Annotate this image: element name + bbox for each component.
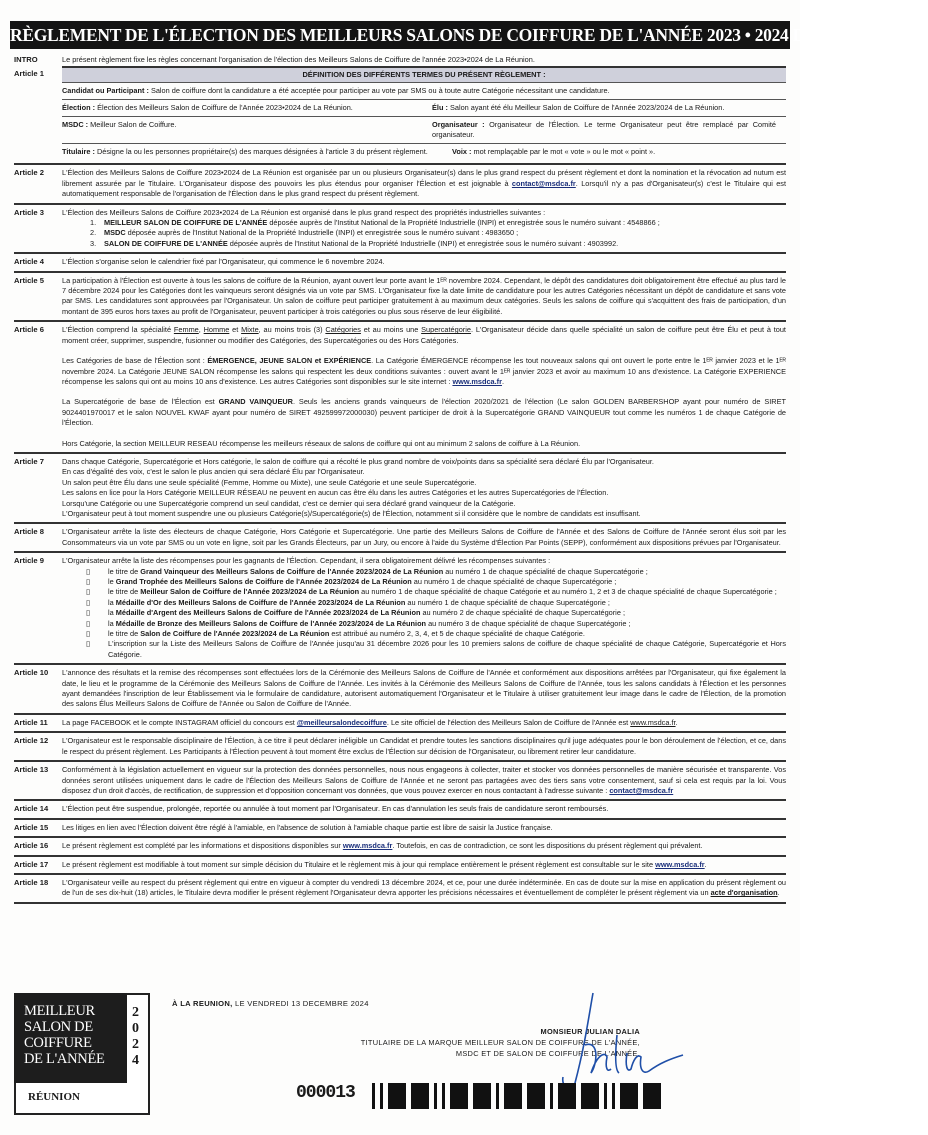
article-label: Article 6 (14, 325, 44, 335)
list-item-text (108, 567, 648, 577)
text-segment: Médaille d'Or des Meilleurs Salons de Coiffure de l'Année 2023/2024 de La Réunion (115, 597, 406, 607)
definition-text: Élection des Meilleurs Salon de Coiffure de l'Année 2023•2024 de La Réunion. (95, 103, 353, 113)
article-row (14, 875, 786, 904)
text-segment: le titre de (108, 587, 141, 597)
article-label: Article 8 (14, 527, 44, 537)
paragraph (62, 527, 786, 548)
text-segment: au numéro 1 de chaque spécialité de chaque Supercatégorie ; (443, 566, 648, 576)
definition (62, 120, 422, 140)
barcode (372, 1083, 666, 1109)
date: LE VENDREDI 13 DECEMBRE 2024 (232, 999, 369, 1008)
text-segment: L'Élection peut être suspendue, prolongée, reportée ou annulée à tout moment par l'Organisateur. En cas d'annulation les seuls frais de candidature seront remboursés. (62, 804, 609, 814)
article-label: Article 17 (14, 859, 49, 869)
list-number: 2. (90, 228, 97, 238)
article-label: Article 9 (14, 556, 44, 566)
article-text (62, 765, 786, 796)
list-item-text (104, 228, 518, 238)
list-item-text (108, 608, 625, 618)
definition-term: Élection : (62, 103, 96, 113)
article-label: Article 13 (14, 765, 49, 775)
article-label: Article 15 (14, 822, 49, 832)
list-item (62, 639, 786, 660)
list-item-text (104, 239, 618, 249)
article-label: Article 7 (14, 456, 44, 466)
definition-row (62, 143, 786, 160)
text-segment: est attribué au numéro 2, 3, 4, et 5 de chaque spécialité de chaque Catégorie. (329, 629, 585, 639)
article-label: Article 11 (14, 717, 48, 727)
barcode-bar (620, 1083, 638, 1109)
text-segment: Grand Trophée des Meilleurs Salons de Coiffure de l'Année 2023/2024 de La Réunion (115, 577, 412, 586)
text-segment: L'Organisateur peut à tout moment suspendre une ou plusieurs Catégorie(s)/Supercatégorie(s) de l'Élection, notamment si il considère que le nombre de candidats est insuffisant. (62, 508, 641, 518)
article-row (14, 838, 786, 856)
text-segment: MEILLEUR SALON DE COIFFURE DE L'ANNÉE (104, 218, 268, 228)
text-segment: L'Élection s'organise selon le calendrier fixé par l'Organisateur, qui commence le 6 novembre 2024. (62, 257, 385, 267)
list-item (62, 239, 786, 249)
paragraph (62, 168, 786, 199)
text-segment: L'Élection des Meilleurs Salons de Coiffure 2023•2024 de La Réunion est organisée par un ou plusieurs Organisateur(s) dans le plus grand respect du présent règlement et dont la nomination et la révocation ad nutum est librement assurée par le Titulaire. L'Organisateur dispose des pouvoirs les plus étendus pour organiser l'Élection et est joignable à (62, 168, 786, 188)
text-segment: L'Élection comprend la spécialité (62, 325, 174, 335)
articles-list (14, 165, 786, 903)
logo-year-digit: 2 (132, 1037, 139, 1052)
barcode-bar (581, 1083, 599, 1109)
definition (62, 103, 422, 113)
text-segment: La page FACEBOOK et le compte INSTAGRAM officiel du concours est (62, 717, 297, 727)
signatory-role-1: TITULAIRE DE LA MARQUE MEILLEUR SALON DE COIFFURE DE L'ANNÉE, (360, 1038, 640, 1047)
text-segment: . Toutefois, en cas de contradiction, ce sont les dispositions du présent règlement qui prévalent. (392, 841, 703, 851)
text-segment: Lorsqu'une Catégorie ou une Supercatégorie comprend un seul candidat, c'est ce dernier qui sera déclaré grand vainqueur de la Catégorie. (62, 498, 516, 508)
text-segment: Les salons en lice pour la Hors Catégorie MEILLEUR RÉSEAU ne peuvent en aucun cas être élu dans les autres Catégories et les autres Supercatégories de l'Élection. (62, 488, 609, 498)
paragraph (62, 804, 786, 814)
article-label: Article 1 (14, 69, 44, 79)
definitions (62, 66, 786, 160)
barcode-bar (434, 1083, 437, 1109)
paragraph (62, 878, 786, 899)
article-text (62, 736, 786, 757)
article-text (62, 823, 786, 833)
paragraph (62, 860, 786, 870)
place-date (172, 999, 369, 1008)
definition (62, 86, 610, 96)
text-segment: La participation à l'Élection est ouverte à tous les salons de coiffure de la Réunion, ayant ouvert leur porte avant le 1ᴱᴿ novembre 2024. Cependant, le dépôt des candidatures doit obligatoirement être effectué au plus tard le 7 décembre 2024 pour les Catégories dont les vainqueurs seront désignés via un vote par SMS. L'Organisateur fixe la date limite de candidature pour les autres Catégories nécessitant un dépôt de candidature et sans vote par SMS. Les candidatures sont approuvées par l'Organisateur. Un salon de coiffure peut participer gratuitement à au maximum deux catégories. Seuls les salons de coiffure qui s'acquittent des frais de participation, d'un montant de 395 euros hors taxes au profit de l'Organisateur, peuvent participer à trois catégories ou plus sous réserve de leur éligibilité. (62, 275, 786, 316)
article-text (62, 325, 786, 449)
article-label: Article 10 (14, 668, 49, 678)
definition-row (62, 99, 786, 116)
paragraph (62, 841, 786, 851)
paragraph (62, 439, 786, 449)
definition-text: Désigne la ou les personnes propriétaire(s) des marques désignées à l'article 3 du présent règlement. (94, 147, 428, 157)
text-segment: au numéro 1 de chaque spécialité de chaque Supercatégorie ; (405, 597, 610, 607)
article-label: Article 5 (14, 275, 44, 285)
text-segment: déposée auprès de l'Institut National de la Propriété Industrielle (INPI) et enregistrée sous le numéro suivant : 4983650 ; (125, 228, 519, 238)
paragraph (62, 668, 786, 710)
logo-line: SALON DE (24, 1019, 93, 1035)
text-segment: L'annonce des résultats et la remise des récompenses sont effectuées lors de la Cérémonie des Meilleurs Salons de Coiffure de l'Année et conformément aux dispositions arrêtées par l'Organisateur, qui fixe également la date, le lieu et le programme de la Cérémonie des Meilleurs Salons de Coiffure de l'Année. Les invités à la Cérémonie des Meilleurs Salons de Coiffure de l'Année, tous les salons candidats à l'Élection et les personnes ayant demandées l'inscription de leur Établissement via le formulaire de candidature, autorisent automatiquement l'Organisateur et le Titulaire à utiliser gratuitement leur image dans le cadre de l'Élection, de la promotion des salons Élus Meilleurs Salons de Coiffure de l'Année ou Salon de Coiffure de l'Année. (62, 668, 786, 709)
text-segment: Salon de Coiffure de l'Année 2023/2024 de La Réunion (140, 629, 330, 639)
text-segment: et (229, 325, 242, 335)
article-text (62, 457, 786, 519)
text-line (62, 467, 786, 477)
text-line (62, 478, 786, 488)
text-segment: L'Organisateur arrête la liste des électeurs de chaque Catégorie, Hors Catégorie et Supercatégorie. Une partie des Meilleurs Salons de Coiffure de l'Année et des Salons de Coiffure de l'Année seront élus soit par les Consommateurs via un vote par SMS ou un vote en ligne, soit par les Grands Électeurs, par un Jury, ou encore à l'aide du Système d'Élection Par Points (SEPP), conformément aux dispositions prévues par l'Organisateur. (62, 527, 786, 547)
definition-text: Organisateur de l'Élection. Le terme Organisateur peut être remplacé par Comité organisateur. (432, 120, 776, 140)
list-item-text (108, 639, 786, 660)
text-segment: Le présent règlement est complété par les informations et dispositions disponibles sur (62, 841, 343, 851)
serial-number: 000013 (296, 1083, 355, 1103)
barcode-bar (643, 1083, 661, 1109)
text-segment: L'Organisateur veille au respect du présent règlement qui entre en vigueur à compter du vendredi 13 décembre 2024, et ce, pour une durée indéterminée. En cas de doute sur la mise en application du présent règlement ou de l'un de ses dix-huit (18) articles, le Titulaire devra modifier le présent règlement l'Organisateur devra apporter les précisions nécessaires et éventuellement de compléter le présent règlement via un (62, 877, 786, 898)
text-segment: La Supercatégorie de base de l'Élection est (62, 397, 219, 407)
text-segment: acte d'organisation (710, 888, 778, 898)
article-row (14, 273, 786, 323)
text-line (62, 457, 786, 467)
text-segment: la (108, 597, 116, 607)
link[interactable]: @meilleursalondecoiffure (296, 717, 387, 727)
intro-row (14, 52, 786, 66)
signatory-name: MONSIEUR JULIAN DALIA (540, 1027, 640, 1036)
article-row (14, 733, 786, 762)
logo-line: DE L'ANNÉE (24, 1051, 105, 1067)
article-row (14, 665, 786, 715)
rules-table (14, 52, 786, 904)
article-text (62, 718, 786, 728)
text-segment: MSDC (104, 228, 126, 238)
text-segment: GRAND VAINQUEUR (218, 397, 293, 407)
definition-text: Meilleur Salon de Coiffure. (88, 120, 177, 130)
text-segment: L'inscription sur la Liste des Meilleurs Salons de Coiffure de l'Année jusqu'au 31 décembre 2026 pour les 10 premiers salons de coiffure de chaque spécialité de chaque Catégorie, Supercatégorie et Hors Catégorie. (108, 639, 786, 659)
definition-row (62, 116, 786, 143)
barcode-bar (411, 1083, 429, 1109)
list-item (62, 577, 786, 587)
logo-year-digit: 2 (132, 1005, 139, 1020)
brand-logo (14, 993, 150, 1115)
article-text (62, 860, 786, 870)
list-item-text (108, 619, 631, 629)
text-segment: Médaille de Bronze des Meilleurs Salons de Coiffure de l'Année 2023/2024 de La Réunion (115, 618, 427, 628)
text-segment: . (501, 376, 505, 386)
text-segment: le (108, 577, 116, 586)
definitions-header: DÉFINITION DES DIFFÉRENTS TERMES DU PRÉSENT RÈGLEMENT : (62, 66, 786, 82)
barcode-bar (450, 1083, 468, 1109)
list-number: 3. (90, 238, 97, 248)
link[interactable]: contact@msdca.fr (511, 178, 576, 188)
text-segment: SALON DE COIFFURE DE L'ANNÉE (104, 238, 228, 248)
list-number: 1. (90, 218, 97, 228)
barcode-bar (550, 1083, 553, 1109)
text-segment: au numéro 1 de chaque spécialité de chaque Catégorie et au numéro 1, 2 et 3 de chaque spécialité de chaque Supercatégorie ; (359, 587, 777, 597)
text-segment: www.msdca.fr (630, 717, 676, 727)
text-segment: Médaille d'Argent des Meilleurs Salons de Coiffure de l'Année 2023/2024 de La Réunion (115, 608, 421, 618)
paragraph (62, 208, 786, 218)
list-item (62, 587, 786, 597)
text-segment: Le présent règlement est modifiable à tout moment sur simple décision du Titulaire et le règlement mis à jour qui remplace entièrement le présent règlement est consultable sur le site (62, 859, 656, 869)
article-row (14, 801, 786, 819)
paragraph (62, 356, 786, 387)
bullet-icon: ▯ (86, 629, 91, 639)
text-segment: ÉMERGENCE, JEUNE SALON et EXPÉRIENCE (207, 356, 372, 366)
text-segment: au numéro 1 de chaque spécialité de chaque Supercatégorie ; (411, 577, 617, 586)
paragraph (62, 736, 786, 757)
text-segment: . (675, 717, 678, 727)
text-segment: déposée auprès de l'Institut National de la Propriété Industrielle (INPI) et enregistrée sous le numéro suivant : 4903992. (227, 238, 619, 248)
list-item-text (108, 598, 610, 608)
text-segment: Mixte (241, 325, 259, 335)
article-text (62, 527, 786, 548)
list-item (62, 608, 786, 618)
article-text (62, 168, 786, 199)
article-text (62, 841, 786, 851)
text-segment: En cas d'égalité des voix, c'est le salon le plus ancien qui sera déclaré Élu par l'Organisateur. (62, 467, 365, 477)
definition (452, 147, 655, 157)
article-text (62, 208, 786, 250)
barcode-bar (527, 1083, 545, 1109)
article-row (14, 553, 786, 665)
text-segment: , (198, 325, 204, 335)
text-segment: Meilleur Salon de Coiffure de l'Année 2023/2024 de La Réunion (140, 587, 360, 597)
text-segment: L'Élection des Meilleurs Salons de Coiffure 2023•2024 de La Réunion est organisé dans le plus grand respect des propriétés industrielles suivantes : (62, 207, 546, 217)
bullet-icon: ▯ (86, 639, 91, 649)
barcode-bar (558, 1083, 576, 1109)
article-text (62, 257, 786, 267)
barcode-bar (473, 1083, 491, 1109)
definition-term: MSDC : (62, 120, 89, 130)
text-segment: Un salon peut être Élu dans une seule spécialité (Femme, Homme ou Mixte), une seule Catégorie et une seule Supercatégorie. (62, 477, 477, 487)
signature-stroke (563, 993, 683, 1088)
definition-term: Candidat ou Participant : (62, 86, 149, 96)
handwritten-signature (545, 985, 685, 1095)
logo-text (14, 993, 127, 1083)
article-text (62, 668, 786, 710)
definition-text: Salon ayant été élu Meilleur Salon de Coiffure de l'Année 2023/2024 de La Réunion. (447, 103, 725, 113)
logo-line: COIFFURE (24, 1035, 92, 1051)
article-row (14, 820, 786, 838)
definition-row (62, 82, 786, 99)
logo-year-digit: 0 (132, 1021, 139, 1036)
list-item-text (104, 218, 660, 228)
text-segment: Grand Vainqueur des Meilleurs Salons de Coiffure de l'Année 2023/2024 de La Réunion (140, 566, 444, 576)
article-row (14, 165, 786, 204)
barcode-bar (380, 1083, 383, 1109)
article-text (62, 556, 786, 660)
text-segment: . Seuls les anciens grands vainqueurs de l'élection 2020/2021 de l'élection (Le salon GOLDEN BARBERSHOP ayant pour numéro de SIRET 9024401970017 et le salon NOUVEL KWAF ayant pour numéro de SIRET 492599972000030) peuvent participer de droit à la Supercatégorie GRAND VAINQUEUR tout comme les numéros 1 de chaque Catégorie de l'Élection. (62, 397, 786, 428)
text-segment: . Lorsqu'il n'y a pas d'Organisateur(s) c'est le Titulaire qui est automatiquement responsable de l'organisation de l'Élection dans le plus grand respect du présent règlement. (62, 178, 786, 199)
text-segment: le titre de (108, 629, 141, 639)
article-row (14, 454, 786, 524)
text-segment: . (704, 859, 707, 869)
text-segment: Catégories (325, 325, 361, 335)
list-item-text (108, 629, 585, 639)
text-segment: la (108, 608, 116, 618)
paragraph (62, 257, 786, 267)
list-item-text (108, 587, 777, 597)
link[interactable]: contact@msdca.fr (609, 785, 674, 795)
signatory-role-2: MSDC ET DE SALON DE COIFFURE DE L'ANNÉE. (455, 1049, 640, 1058)
list-item (62, 629, 786, 639)
bullet-icon: ▯ (86, 618, 91, 628)
text-segment: au numéro 2 de chaque spécialité de chaque Supercatégorie ; (420, 608, 625, 618)
text-line (62, 509, 786, 519)
intro-label: INTRO (14, 55, 38, 64)
text-segment: le titre de (108, 566, 141, 576)
text-segment: Supercatégorie (421, 325, 471, 335)
bullet-icon: ▯ (86, 577, 91, 586)
barcode-bar (504, 1083, 522, 1109)
article-row (14, 857, 786, 875)
bullet-icon: ▯ (86, 566, 91, 576)
article-label: Article 3 (14, 207, 44, 217)
logo-year-digit: 4 (132, 1053, 139, 1068)
article-label: Article 16 (14, 841, 49, 851)
text-segment: Femme (173, 325, 199, 335)
list-item (62, 598, 786, 608)
definition-text: mot remplaçable par le mot « vote » ou le mot « point ». (471, 147, 656, 157)
barcode-bar (372, 1083, 375, 1109)
text-segment: et au moins une (360, 325, 422, 335)
barcode-bar (496, 1083, 499, 1109)
barcode-bar (604, 1083, 607, 1109)
list-item (62, 228, 786, 238)
definition-term: Organisateur : (432, 120, 485, 130)
barcode-bar (612, 1083, 615, 1109)
definition (432, 120, 776, 140)
bullet-icon: ▯ (86, 597, 91, 607)
definition-term: Titulaire : (62, 147, 95, 157)
list-item-text (108, 577, 616, 587)
text-segment: Hors Catégorie, la section MEILLEUR RESEAU récompense les meilleurs réseaux de salons de coiffure qui ont au minimum 2 salons de coiffure à La Réunion. (62, 438, 581, 448)
link[interactable]: www.msdca.fr (342, 841, 393, 851)
logo-region: RÉUNION (28, 1091, 80, 1103)
place: À LA REUNION, (172, 999, 233, 1008)
article-label: Article 14 (14, 804, 49, 814)
list-item (62, 218, 786, 228)
definition (62, 147, 442, 157)
text-line (62, 488, 786, 498)
paragraph (62, 823, 786, 833)
barcode-bar (442, 1083, 445, 1109)
list-item (62, 619, 786, 629)
text-segment: L'Organisateur est le responsable disciplinaire de l'Élection, à ce titre il peut déclarer inéligible un Candidat et prendre toutes les sanctions disciplinaires qu'il juge adéquates pour le bon déroulement de l'élection, et ce, dans le respect du présent règlement. Les Participants à l'Élection peuvent à tout moment être exclus de l'Élection sur décision de l'Organisateur, ou librement retirer leur candidature. (62, 736, 786, 756)
definition-text: Salon de coiffure dont la candidature a été acceptée pour participer au vote par SMS ou à toute autre Catégorie nécessitant une candidature. (148, 86, 610, 96)
document-title: RÈGLEMENT DE L'ÉLECTION DES MEILLEURS SALONS DE COIFFURE DE L'ANNÉE 2023 • 2024 DE LA RÉUNION (10, 21, 790, 49)
intro-text: Le présent règlement fixe les règles concernant l'organisation de l'élection des Meilleurs Salons de Coiffure de l'année 2023•2024 de La Réunion. (62, 55, 535, 64)
article-text (62, 878, 786, 899)
text-segment: Dans chaque Catégorie, Supercatégorie et Hors catégorie, le salon de coiffure qui a récolté le plus grand nombre de voix/points dans sa spécialité sera déclaré Élu par l'Organisateur. (62, 456, 654, 466)
bullet-icon: ▯ (86, 608, 91, 618)
article-label: Article 18 (14, 877, 49, 887)
article-row (14, 322, 786, 454)
article-label: Article 4 (14, 257, 44, 267)
article-row (14, 205, 786, 255)
text-segment: Les litiges en lien avec l'Élection doivent être réglé à l'amiable, en l'absence de solution à l'amiable chaque partie est libre de saisir la Justice française. (62, 822, 553, 832)
text-segment: au numéro 3 de chaque spécialité de chaque Supercatégorie ; (426, 618, 631, 628)
article-row (14, 762, 786, 801)
article-1-row (14, 66, 786, 165)
article-text (62, 276, 786, 318)
text-segment: . Le site officiel de l'élection des Meilleurs Salon de Coiffure de l'Année est (386, 717, 631, 727)
bullet-icon: ▯ (86, 587, 91, 597)
link[interactable]: www.msdca.fr (655, 859, 705, 869)
paragraph (62, 556, 786, 566)
barcode-bar (388, 1083, 406, 1109)
link[interactable]: www.msdca.fr (452, 376, 502, 386)
text-segment: déposée auprès de l'Institut National de la Propriété Industrielle (INPI) et enregistrée sous le numéro suivant : 4548866 ; (267, 218, 660, 228)
paragraph (62, 397, 786, 428)
text-segment: la (108, 618, 116, 628)
article-label: Article 12 (14, 736, 49, 746)
paragraph (62, 325, 786, 346)
logo-year (132, 1005, 142, 1069)
text-segment: L'Organisateur arrête la liste des récompenses pour les gagnants de l'Élection. Cependant, il sera obligatoirement délivré les récompenses suivantes : (62, 556, 551, 566)
definition-term: Voix : (452, 147, 472, 157)
list-item (62, 567, 786, 577)
text-segment: . L'Organisateur décide dans quelle spécialité un salon de coiffure peut être Élu et peut à tout moment créer, supprimer, suspendre, fusionner ou modifier des Catégories, des Supercatégories ou des Hors Catégories. (62, 325, 786, 345)
text-segment: Homme (203, 325, 230, 335)
logo-line: MEILLEUR (24, 1003, 95, 1019)
text-segment: , au moins trois (3) (258, 325, 326, 335)
definition (432, 103, 724, 113)
paragraph (62, 718, 786, 728)
article-row (14, 524, 786, 553)
text-segment: Les Catégories de base de l'Élection sont : (62, 356, 208, 366)
article-row (14, 254, 786, 272)
text-segment: . La Catégorie ÉMERGENCE récompense les tout nouveaux salons qui ont ouvert le porte entre le 1ᴱᴿ janvier 2023 et le 1ᴱᴿ novembre 2024. La Catégorie JEUNE SALON récompense les salons qui respectent les deux conditions suivantes : ouvert avant le 1ᴱᴿ janvier 2023 et avoir au maximum 10 ans d'existence. La Catégorie EXPERIENCE récompense les salons qui ont au moins 10 ans d'existence. Les autres Catégories sont disponibles sur le site internet : (62, 356, 786, 386)
article-label: Article 2 (14, 168, 44, 178)
article-row (14, 715, 786, 733)
definition-term: Élu : (432, 103, 448, 113)
paragraph (62, 765, 786, 796)
text-segment: Conformément à la législation actuellement en vigueur sur la protection des données personnelles, nous nous engageons à collecter, traiter et stocker vos données personnelles de manière sécurisée et transparente. Vos données seront utilisées uniquement dans le cadre de l'Élection des Meilleurs Salons de Coiffure de l'Année et ne seront pas partagées avec des tiers sans votre consentement, sauf si cela est requis par la loi. Vous disposez d'un droit d'accès, de rectification, de suppression et d'opposition concernant vos données, que vous pouvez exercer en nous contactant à l'adresse suivante : (62, 765, 786, 795)
text-line (62, 499, 786, 509)
text-segment: . (777, 888, 780, 898)
paragraph (62, 276, 786, 318)
article-text (62, 804, 786, 814)
